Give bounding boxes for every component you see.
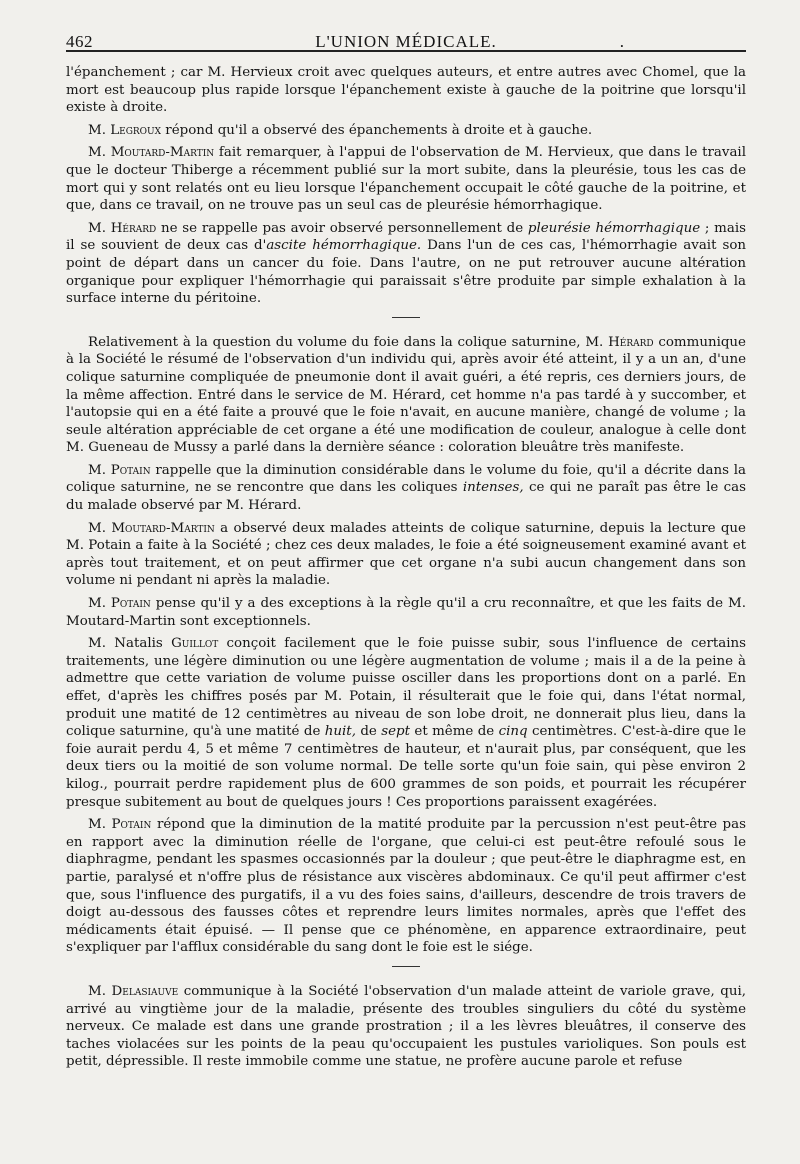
speaker-name: Potain <box>110 462 151 478</box>
text-run: communique à la Société le résumé de l'observation d'un individu qui, après avoir été atteint, il y a un an, d'une colique saturnine compliquée de pneumonie dont il avait guéri, a été repris, ces derniers jours, de la même affection. Entré dans le service de M. Hérard, cet homme n'a pas tardé à y succomber, et l'autopsie qui en a été faite a prouvé que le foie n'avait, en aucune manière, changé de volume ; la seule altération appréciable de cet organe a été une modification de couleur, analogue à celle dont M. Gueneau de Mussy a parlé dans la dernière séance : coloration bleuâtre très manifeste. <box>66 334 746 456</box>
italic-term: huit, <box>324 724 356 740</box>
text-run: M. Natalis <box>88 636 172 652</box>
text-run: M. <box>88 983 112 999</box>
text-run: répond qu'il a observé des épanchements à droite et à gauche. <box>161 122 593 138</box>
running-header <box>66 24 746 52</box>
italic-term: ascite hémorrhagique. <box>266 238 422 254</box>
paragraph <box>66 144 746 214</box>
speaker-name: Potain <box>110 596 151 612</box>
text-run: centimètres. C'est-à-dire que le foie aurait perdu 4, 5 et même 7 centimètres de hauteur, et n'aurait plus, par conséquent, que les deux tiers ou la moitié de son volume normal. De telle sorte qu'un foie sain, qui pèse environ 2 kilog., pourrait perdre rapidement plus de 600 grammes de son poids, et pourrait les récupérer presque subitement au bout de quelques jours ! Ces proportions paraissent exagérées. <box>66 724 746 810</box>
italic-term: sept <box>381 724 410 740</box>
speaker-name: Hérard <box>608 334 654 350</box>
text-run: ; mais il se souvient de deux cas d' <box>66 220 746 254</box>
section-separator <box>392 317 420 318</box>
text-run: ce qui ne paraît pas être le cas du malade observé par M. Hérard. <box>66 480 746 514</box>
text-run: de <box>355 724 382 740</box>
paragraph <box>66 122 746 140</box>
paragraph <box>66 635 746 811</box>
text-run: a observé deux malades atteints de colique saturnine, depuis la lecture que M. Potain a faite à la Société ; chez ces deux malades, le foie a été soigneusement examiné avant et après tout traitement, et on peut affirmer que cet organe n'a subi aucun changement dans son volume ni pendant ni après la maladie. <box>66 520 746 589</box>
text-run: pense qu'il y a des exceptions à la règle qu'il a cru reconnaître, et que les faits de M. Moutard-Martin sont exceptionnels. <box>66 596 746 629</box>
journal-title: L'UNION MÉDICALE. <box>315 32 497 51</box>
paragraph <box>66 983 746 1071</box>
header-dot: . <box>619 32 624 51</box>
text-run: M. <box>88 596 111 612</box>
article-body <box>66 64 746 1071</box>
text-run: l'épanchement ; car M. Hervieux croit avec quelques auteurs, et entre autres avec Chomel, que la mort est beaucoup plus rapide lorsque l'épanchement existe à gauche de la poitrine que lorsqu'il existe à droite. <box>66 65 746 116</box>
text-run: Dans l'un de ces cas, l'hémorrhagie avait son point de départ dans un cancer du foie. Dans l'autre, on ne put retrouver aucune altération organique pour expliquer l'hémorrhagie qui paraissait s'être produite par simple exhalation à la surface interne du péritoine. <box>66 238 747 307</box>
speaker-name: Legroux <box>110 122 162 138</box>
italic-term: intenses, <box>462 480 524 496</box>
paragraph <box>66 462 746 515</box>
paragraph <box>66 520 746 590</box>
text-run: M. <box>88 817 112 833</box>
paragraph <box>66 595 746 630</box>
speaker-name: Guillot <box>171 636 219 652</box>
text-run: communique à la Société l'observation d'un malade atteint de variole grave, qui, arrivé au vingtième jour de la maladie, présente des troubles singuliers du côté du système nerveux. Ce malade est dans une grande prostration ; il a les lèvres bleuâtres, il conserve des taches violacées sur les points de la peau qu'occupaient les pustules varioliques. Son pouls est petit, dépressible. Il reste immobile comme une statue, ne profère aucune parole et refuse <box>66 983 746 1070</box>
paragraph <box>66 64 746 117</box>
text-run: Relativement à la question du volume du foie dans la colique saturnine, M. <box>88 334 609 350</box>
text-run: fait remarquer, à l'appui de l'observation de M. Hervieux, que dans le travail que le docteur Thiberge a récemment publié sur la mort subite, dans la pleurésie, tous les cas de mort qui y sont relatés ont eu lieu lorsque l'épanchement occupait le côté gauche de la poitrine, et que, dans ce travail, on ne trouve pas un seul cas de pleurésie hémorrhagique. <box>66 145 746 214</box>
text-run: M. <box>88 462 111 478</box>
speaker-name: Moutard-Martin <box>111 520 215 536</box>
page <box>66 24 746 1076</box>
text-run: M. <box>88 520 112 536</box>
speaker-name: Hérard <box>110 220 157 236</box>
text-run: ne se rappelle pas avoir observé personnellement de <box>156 220 528 236</box>
text-run: conçoit facilement que le foie puisse subir, sous l'influence de certains traitements, une légère diminution ou une légère augmentation de volume ; mais il a de la peine à admettre que cette variation de volume puisse osciller dans les proportions dont on a parlé. En effet, d'après les chiffres posés par M. Potain, il résulterait que le foie qui, dans l'état normal, produit une matité de 12 centimètres au niveau de son lobe droit, ne donnerait plus lieu, dans la colique saturnine, qu'à une matité de <box>66 636 746 740</box>
paragraph <box>66 816 746 957</box>
text-run: et même de <box>410 724 499 740</box>
italic-term: cinq <box>498 724 528 740</box>
section-separator <box>392 966 420 967</box>
speaker-name: Moutard-Martin <box>110 145 215 161</box>
italic-term: pleurésie hémorrhagique <box>527 220 701 236</box>
text-run: M. <box>88 220 111 236</box>
paragraph <box>66 220 746 308</box>
text-run: répond que la diminution de la matité produite par la percussion n'est peut-être pas en rapport avec la diminution réelle de l'organe, que celui-ci est peut-être refoulé sous le diaphragme, pendant les spasmes occasionnés par la douleur ; que peut-être le diaphragme est, en partie, paralysé et n'offre plus de résistance aux viscères abdominaux. Ce qu'il peut affirmer c'est que, sous l'influence des purgatifs, il a vu des foies sains, d'ailleurs, descendre de trois travers de doigt au-dessous des fausses côtes et reprendre leurs limites normales, après que l'effet des médicaments était épuisé. — Il pense que ce phénomène, en apparence extraordinaire, peut s'expliquer par l'afflux considérable du sang dont le foie est le siége. <box>66 817 746 956</box>
text-run: M. <box>88 145 111 161</box>
page-number: 462 <box>66 32 93 51</box>
text-run: rappelle que la diminution considérable dans le volume du foie, qu'il a décrite dans la colique saturnine, ne se rencontre que dans les coliques <box>66 462 746 496</box>
speaker-name: Delasiauve <box>111 983 179 999</box>
text-run: M. <box>88 122 111 138</box>
speaker-name: Potain <box>111 817 152 833</box>
paragraph <box>66 334 746 457</box>
